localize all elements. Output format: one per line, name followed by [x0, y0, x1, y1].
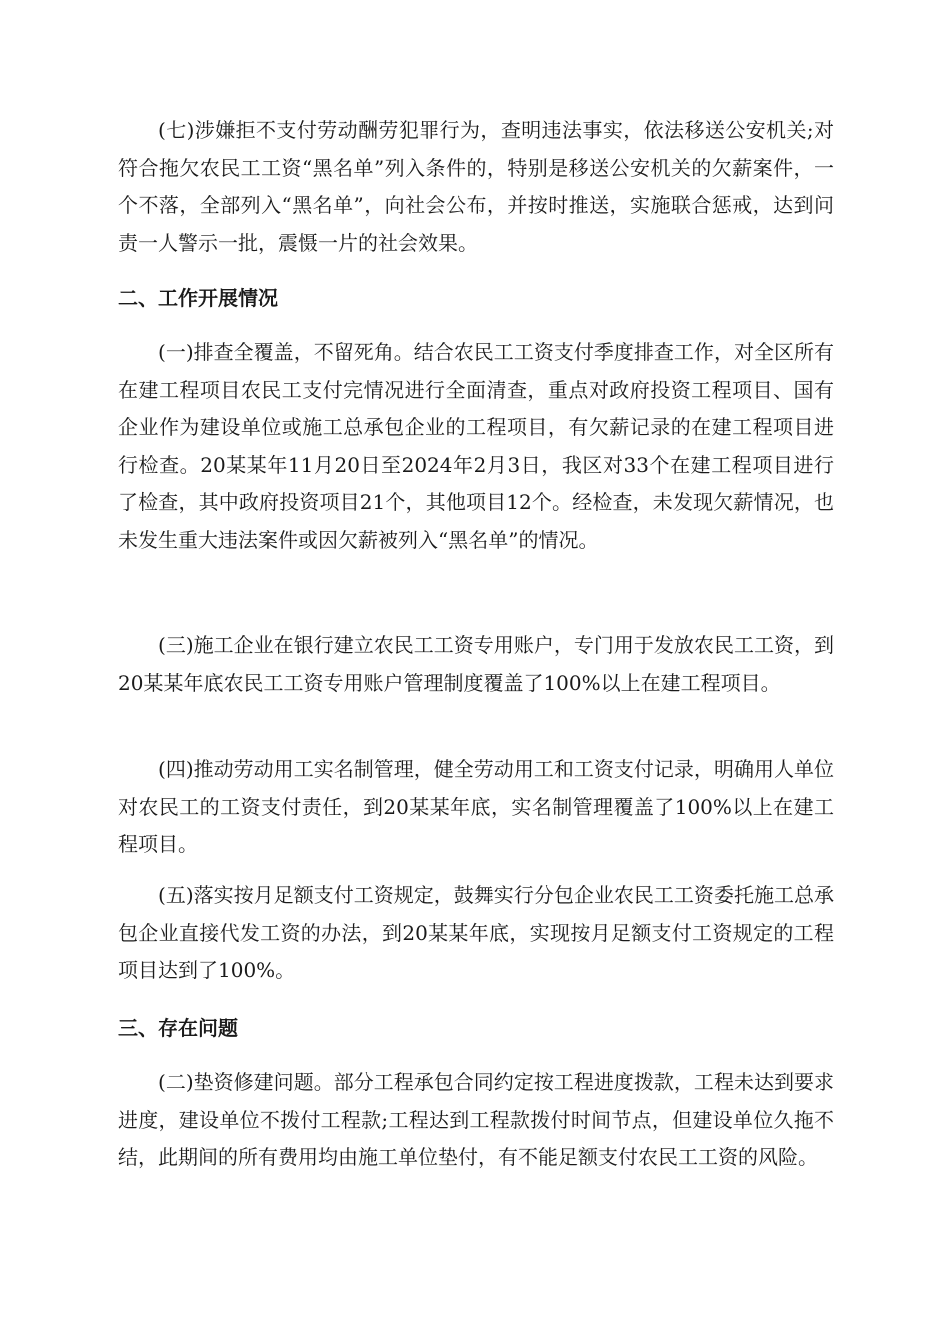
paragraph-item-4: (四)推动劳动用工实名制管理，健全劳动用工和工资支付记录，明确用人单位对农民工的工资支付责任，到20某某年底，实名制管理覆盖了100%以上在建工程项目。 — [118, 757, 834, 856]
paragraph-item-3: (三)施工企业在银行建立农民工工资专用账户，专门用于发放农民工工资，到20某某年底农民工工资专用账户管理制度覆盖了100%以上在建工程项目。 — [118, 633, 834, 695]
paragraph-problem-item-2: (二)垫资修建问题。部分工程承包合同约定按工程进度拨款，工程未达到要求进度，建设单位不拨付工程款;工程达到工程款拨付时间节点，但建设单位久拖不结，此期间的所有费用均由施工单位垫付，有不能足额支付农民工工资的风险。 — [118, 1070, 834, 1169]
section-heading-problems: 三、存在问题 — [118, 1016, 238, 1040]
paragraph-item-5: (五)落实按月足额支付工资规定，鼓舞实行分包企业农民工工资委托施工总承包企业直接代发工资的办法，到20某某年底，实现按月足额支付工资规定的工程项目达到了100%。 — [118, 883, 834, 982]
paragraph-item-7: (七)涉嫌拒不支付劳动酬劳犯罪行为，查明违法事实，依法移送公安机关;对符合拖欠农民工工资“黑名单”列入条件的，特别是移送公安机关的欠薪案件，一个不落，全部列入“黑名单”，向社会公布，并按时推送，实施联合惩戒，达到问责一人警示一批，震慑一片的社会效果。 — [118, 118, 834, 255]
section-heading-work-progress: 二、工作开展情况 — [118, 286, 278, 310]
document-page — [118, 0, 834, 1344]
paragraph-item-1: (一)排查全覆盖，不留死角。结合农民工工资支付季度排查工作，对全区所有在建工程项目农民工支付完情况进行全面清查，重点对政府投资工程项目、国有企业作为建设单位或施工总承包企业的工程项目，有欠薪记录的在建工程项目进行检查。20某某年11月20日至2024年2月3日，我区对33个在建工程项目进行了检查，其中政府投资项目21个，其他项目12个。经检查，未发现欠薪情况，也未发生重大违法案件或因欠薪被列入“黑名单”的情况。 — [118, 340, 834, 552]
